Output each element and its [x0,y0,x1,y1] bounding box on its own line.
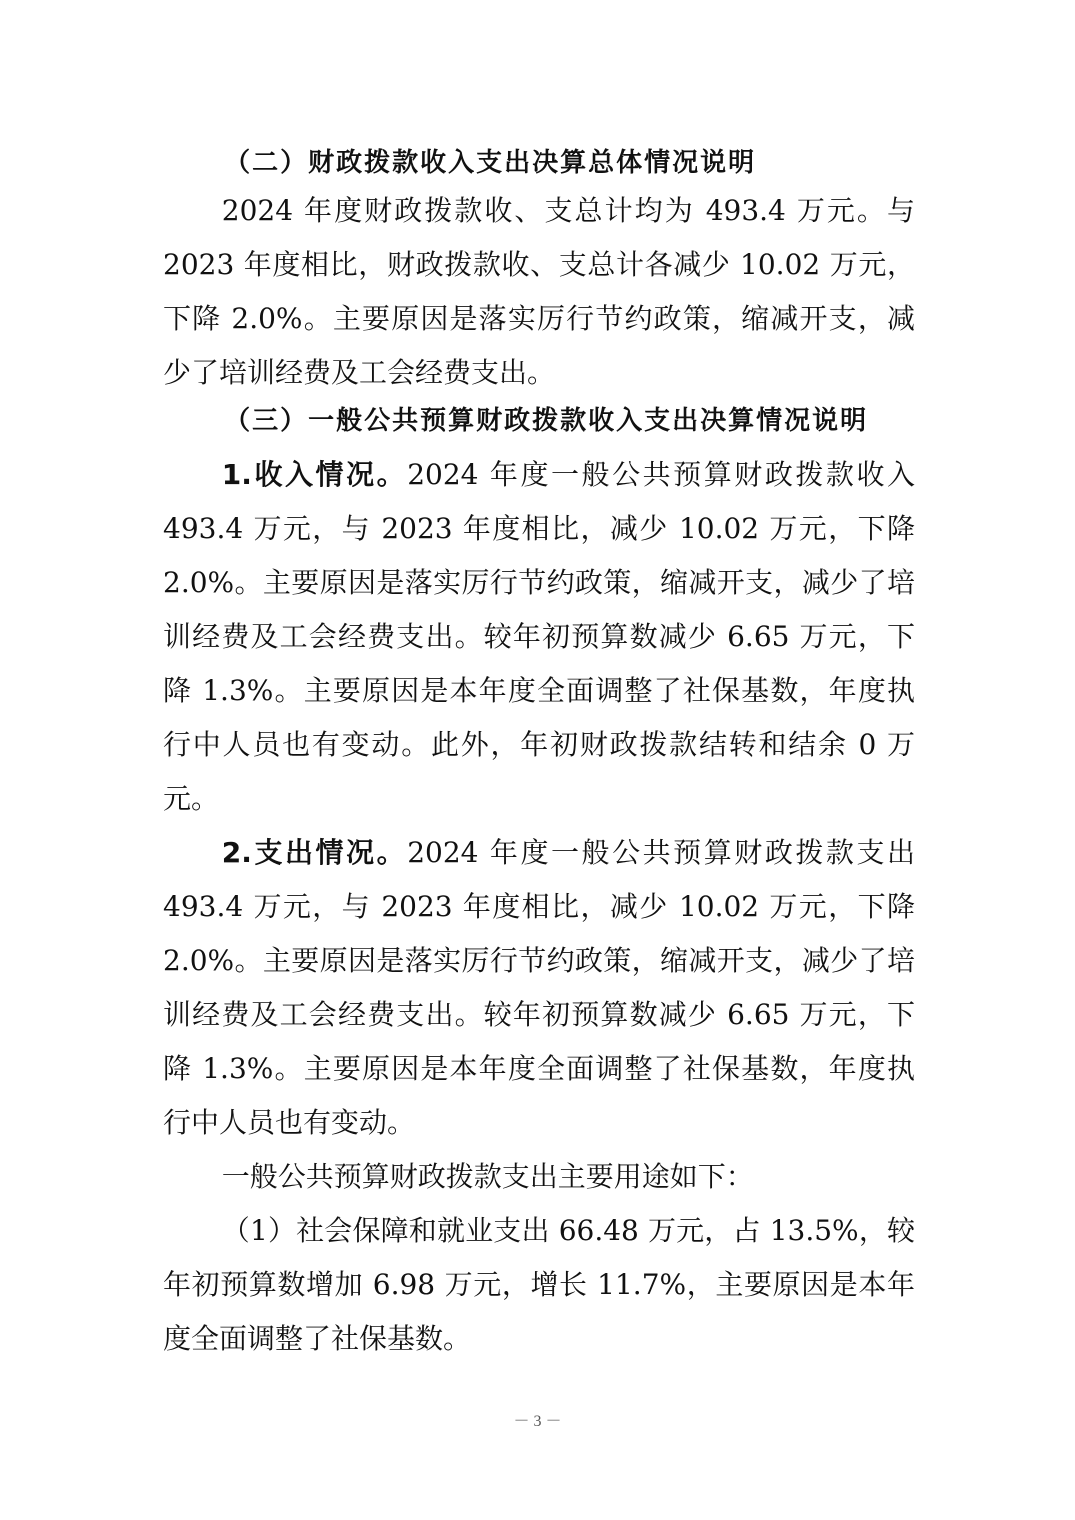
document-body [163,142,915,1366]
usage-intro: 一般公共预算财政拨款支出主要用途如下： [221,1160,754,1193]
section-2-paragraph: 2024 年度财政拨款收、支总计均为 493.4 万元。与 2023 年度相比，财政拨款收、支总计各减少 10.02 万元，下降 2.0%。主要原因是落实厉行节约政策，缩减开支，减少了培训经费及工会经费支出。 [163,194,915,389]
income-paragraph [163,448,915,826]
section-heading-3: （三）一般公共预算财政拨款收入支出决算情况说明 [224,406,869,436]
page-number: － 3 － [513,1413,562,1430]
section-heading-2: （二）财政拨款收入支出决算总体情况说明 [224,148,757,178]
expense-lead: 2.支出情况。 [221,836,408,869]
expense-paragraph [163,826,915,1150]
usage-item-1: （1）社会保障和就业支出 66.48 万元，占 13.5%，较年初预算数增加 6.98 万元，增长 11.7%，主要原因是本年度全面调整了社保基数。 [163,1214,915,1355]
income-text: 2024 年度一般公共预算财政拨款收入 493.4 万元，与 2023 年度相比，减少 10.02 万元，下降 2.0%。主要原因是落实厉行节约政策，缩减开支，减少了培训经费及工会经费支出。较年初预算数减少 6.65 万元，下降 1.3%。主要原因是本年度全面调整了社保基数，年度执行中人员也有变动。此外，年初财政拨款结转和结余 0 万元。 [163,458,915,815]
expense-text: 2024 年度一般公共预算财政拨款支出 493.4 万元，与 2023 年度相比，减少 10.02 万元，下降 2.0%。主要原因是落实厉行节约政策，缩减开支，减少了培训经费及工会经费支出。较年初预算数减少 6.65 万元，下降 1.3%。主要原因是本年度全面调整了社保基数，年度执行中人员也有变动。 [163,836,915,1139]
income-lead: 1.收入情况。 [221,458,408,491]
